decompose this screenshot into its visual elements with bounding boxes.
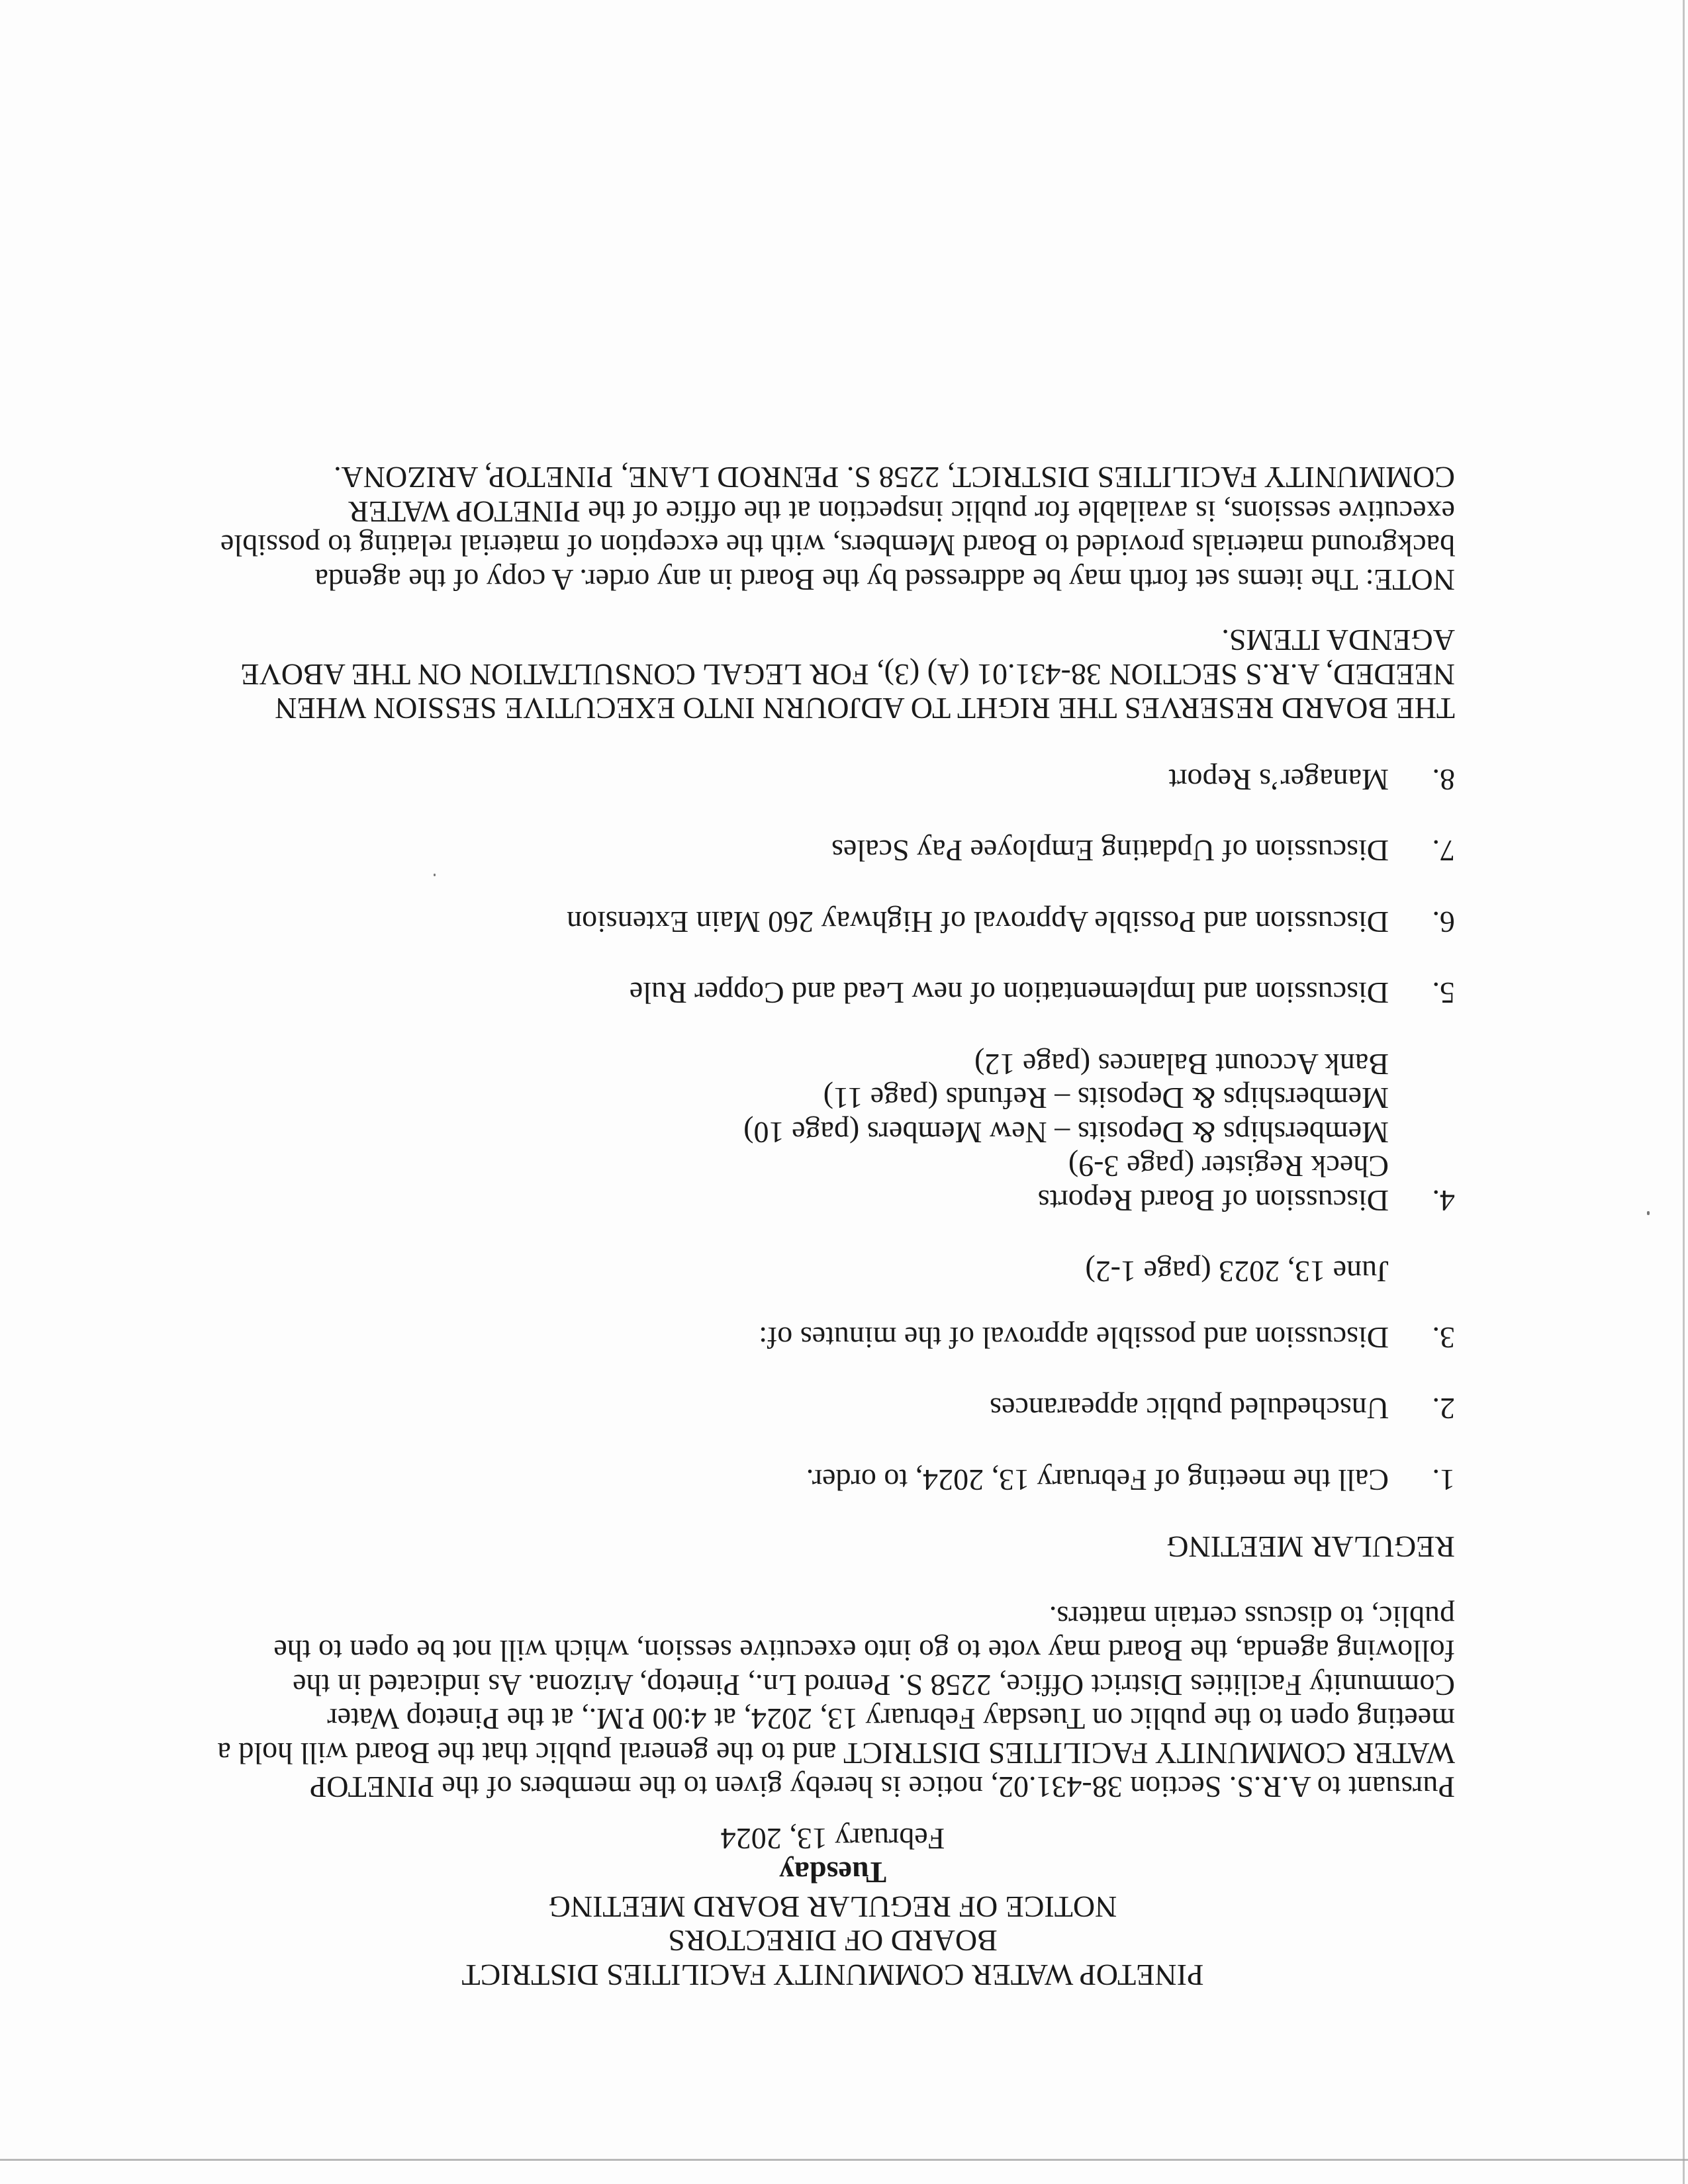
agenda-item-number: 7. xyxy=(1432,834,1455,868)
notice-title: NOTICE OF REGULAR BOARD MEETING xyxy=(548,1889,1117,1924)
report-line: Check Register (page 3-9) xyxy=(1068,1150,1389,1184)
agenda-list xyxy=(211,762,1455,1497)
agenda-item xyxy=(211,1047,1455,1218)
minutes-date: June 13, 2023 (page 1-2) xyxy=(1085,1255,1389,1289)
section-title: REGULAR MEETING xyxy=(1166,1530,1455,1565)
meeting-day: Tuesday xyxy=(779,1856,886,1890)
report-line: Memberships & Deposits – New Members (page 10) xyxy=(743,1115,1389,1150)
note-paragraph: NOTE: The items set forth may be addressed by the Board in any order. A copy of the agenda background materials provided to Board Members, with the exception of material relating to possible executive sessions, is available for public inspection at the office of the PINETOP WATER COMMUNITY FACILITIES DISTRICT, 2258 S. PENROD LANE, PINETOP, ARIZONA. xyxy=(220,461,1455,597)
agenda-item-number: 1. xyxy=(1432,1463,1455,1497)
agenda-item-body xyxy=(211,1047,1389,1218)
executive-session-notice: THE BOARD RESERVES THE RIGHT TO ADJOURN INTO EXECUTIVE SESSION WHEN NEEDED, A.R.S SECTION 38-431.01 (A) (3), FOR LEGAL CONSULTATION ON THE ABOVE AGENDA ITEMS. xyxy=(240,623,1455,726)
agenda-item-text: Discussion and Possible Approval of Highway 260 Main Extension xyxy=(567,905,1389,939)
agenda-item xyxy=(211,762,1455,797)
report-line: Memberships & Deposits – Refunds (page 11) xyxy=(823,1081,1389,1116)
report-line: Bank Account Balances (page 12) xyxy=(974,1047,1389,1081)
agenda-item-number: 5. xyxy=(1432,976,1455,1011)
agenda-item-text: Manager’s Report xyxy=(1168,762,1389,797)
intro-paragraph: Pursuant to A.R.S. Section 38-431.02, notice is hereby given to the members of the PINETOP WATER COMMUNITY FACILITIES DISTRICT and to the general public that the Board will hold a meeting open to the public on Tuesday February 13, 2024, at 4:00 P.M., at the Pinetop Water Community Facilities District Office, 2258 S. Penrod Ln., Pinetop, Arizona. As indicated in the following agenda, the Board may vote to go into executive session, which will not be open to the public, to discuss certain matters. xyxy=(217,1600,1455,1805)
agenda-item xyxy=(211,905,1455,939)
agenda-item-text: Discussion of Board Reports xyxy=(1037,1183,1389,1218)
agenda-item xyxy=(211,976,1455,1011)
agenda-item-text: Call the meeting of February 13, 2024, to order. xyxy=(806,1463,1389,1497)
agenda-item-body xyxy=(211,1255,1389,1355)
agenda-item xyxy=(211,1392,1455,1426)
meeting-date: February 13, 2024 xyxy=(720,1821,945,1856)
agenda-item-number: 4. xyxy=(1432,1183,1455,1218)
district-name: PINETOP WATER COMMUNITY FACILITIES DISTRICT xyxy=(461,1958,1204,1992)
document-content xyxy=(211,461,1455,1993)
agenda-item xyxy=(211,834,1455,868)
agenda-item-number: 3. xyxy=(1432,1320,1455,1355)
agenda-item xyxy=(211,1255,1455,1355)
agenda-item xyxy=(211,1463,1455,1497)
agenda-item-text: Unscheduled public appearances xyxy=(990,1392,1389,1426)
document-header xyxy=(211,1821,1455,1992)
board-name: BOARD OF DIRECTORS xyxy=(668,1924,998,1958)
agenda-item-number: 2. xyxy=(1432,1392,1455,1426)
agenda-item-text: Discussion and possible approval of the minutes of: xyxy=(759,1320,1389,1355)
agenda-item-number: 6. xyxy=(1432,905,1455,939)
agenda-item-text: Discussion of Updating Employee Pay Scales xyxy=(831,834,1389,868)
agenda-item-number: 8. xyxy=(1432,762,1455,797)
agenda-item-text: Discussion and Implementation of new Lead and Copper Rule xyxy=(629,976,1389,1011)
